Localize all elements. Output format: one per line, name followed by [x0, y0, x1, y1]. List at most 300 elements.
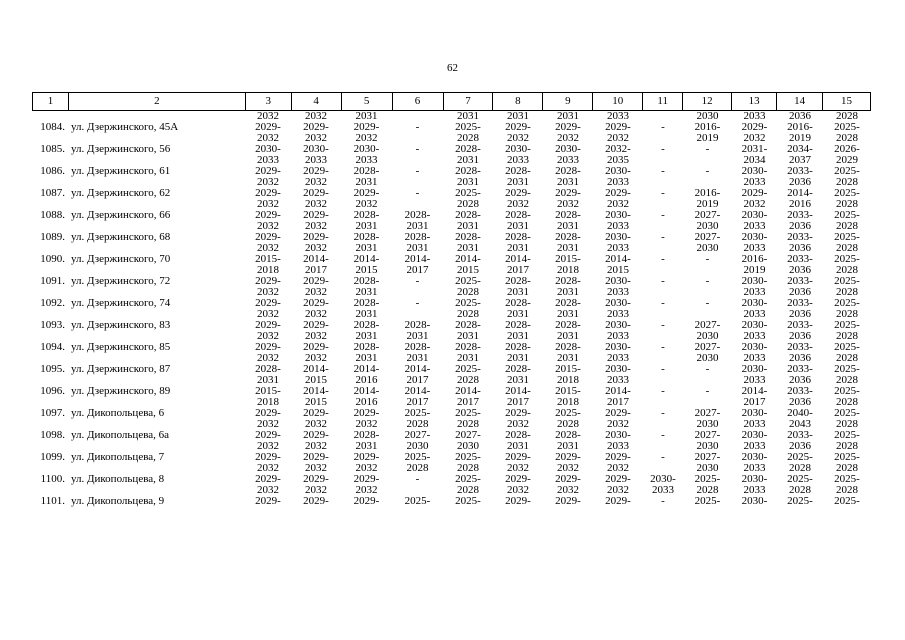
table-row-second-line: [32, 265, 871, 276]
cell-col-10: 2030-: [605, 210, 631, 221]
page-number: 62: [447, 62, 458, 74]
cell-col-3: 2032: [257, 309, 279, 320]
cell-col-2: [68, 133, 245, 144]
table-row-continuation: [32, 111, 871, 122]
cell-col-13: 2030-: [741, 430, 768, 441]
cell-col-3: 2029-: [255, 210, 281, 221]
column-header-14: 14: [777, 93, 823, 110]
table-row-second-line: [32, 309, 871, 320]
cell-col-11: -: [661, 232, 665, 243]
cell-col-6: -: [415, 298, 420, 309]
cell-col-2: ул. Дзержинского, 74: [71, 298, 171, 309]
cell-col-14: 2036: [789, 287, 811, 298]
cell-col-7: 2031: [457, 177, 479, 188]
cell-col-10: 2015: [607, 265, 629, 276]
cell-col-3: 2015-: [255, 386, 281, 397]
table-row: [32, 496, 871, 507]
cell-col-12: 2030: [696, 243, 719, 254]
cell-col-10: 2033: [607, 375, 629, 386]
cell-col-9: 2015-: [555, 386, 581, 397]
cell-col-5: 2030-: [353, 144, 380, 155]
cell-col-5: 2016: [355, 397, 378, 408]
cell-col-7: 2028-: [455, 342, 481, 353]
cell-col-11: [643, 133, 683, 144]
cell-col-10: 2032: [607, 485, 629, 496]
column-header-5: 5: [342, 93, 393, 110]
cell-col-1: 1094.: [40, 342, 65, 353]
cell-col-8: 2032: [507, 133, 529, 144]
cell-col-9: 2028: [557, 419, 579, 430]
cell-col-14: 2019: [789, 133, 811, 144]
table-row-second-line: [32, 155, 871, 166]
cell-col-9: 2031: [557, 309, 579, 320]
cell-col-11: [643, 199, 683, 210]
cell-col-6: 2031: [406, 243, 429, 254]
cell-col-8: 2031: [507, 441, 529, 452]
cell-col-1: [32, 265, 68, 276]
cell-col-7: 2025-: [455, 496, 481, 507]
cell-col-9: 2028-: [555, 232, 581, 243]
cell-col-13: 2016-: [741, 254, 768, 265]
table-row: [32, 210, 871, 221]
table-row: [32, 232, 871, 243]
cell-col-8: 2032: [507, 485, 529, 496]
cell-col-9: 2031: [557, 441, 579, 452]
cell-col-3: 2029-: [255, 122, 281, 133]
cell-col-11: [643, 353, 683, 364]
cell-col-6: 2017: [406, 265, 429, 276]
cell-col-10: 2032: [607, 199, 629, 210]
cell-col-10: 2030-: [605, 320, 631, 331]
cell-col-7: 2025-: [455, 474, 481, 485]
table-row: [32, 144, 871, 155]
table-row-second-line: [32, 133, 871, 144]
cell-col-2: ул. Дзержинского, 85: [71, 342, 171, 353]
cell-col-10: 2017: [607, 397, 629, 408]
cell-col-6: [392, 155, 443, 166]
cell-col-6: 2014-: [404, 364, 431, 375]
cell-col-9: 2031: [557, 177, 579, 188]
cell-col-10: 2030-: [605, 276, 631, 287]
table-row-second-line: [32, 419, 871, 430]
cell-col-12: 2027-: [694, 320, 721, 331]
table-row: [32, 452, 871, 463]
cell-col-15: 2025-: [834, 496, 860, 507]
cell-col-3: 2032: [257, 133, 279, 144]
cell-col-10: 2033: [607, 353, 629, 364]
cell-col-8: 2028-: [505, 232, 531, 243]
cell-col-5: 2029-: [353, 188, 380, 199]
cell-col-8: 2033: [507, 155, 529, 166]
cell-col-13: 2030-: [741, 320, 768, 331]
cell-col-11: -: [661, 430, 665, 441]
cell-col-11: [643, 155, 683, 166]
cell-col-13: 2033: [743, 375, 766, 386]
cell-col-1: [32, 331, 68, 342]
cell-col-2: ул. Дзержинского, 72: [71, 276, 171, 287]
cell-col-3: 2018: [257, 265, 279, 276]
cell-col-14: 2043: [789, 419, 811, 430]
cell-col-3: 2029-: [255, 232, 281, 243]
cell-col-4: 2032: [305, 177, 327, 188]
cell-col-4: 2029-: [303, 166, 329, 177]
cell-col-6: [392, 199, 443, 210]
cell-col-11: [643, 331, 683, 342]
cell-col-2: ул. Дзержинского, 66: [71, 210, 171, 221]
cell-col-5: 2033: [355, 155, 378, 166]
cell-col-8: 2031: [507, 243, 529, 254]
cell-col-5: 2031: [355, 353, 378, 364]
cell-col-6: 2031: [406, 331, 429, 342]
cell-col-14: 2033-: [787, 232, 813, 243]
cell-col-5: 2029-: [353, 496, 380, 507]
cell-col-8: 2031: [507, 177, 529, 188]
cell-col-4: 2014-: [303, 364, 329, 375]
cell-col-2: ул. Дикопольцева, 6а: [71, 430, 170, 441]
cell-col-1: 1089.: [40, 232, 65, 243]
cell-col-14: 2036: [789, 353, 811, 364]
cell-col-3: 2032: [257, 353, 279, 364]
cell-col-9: 2029-: [555, 496, 581, 507]
cell-col-6: 2025-: [404, 408, 431, 419]
cell-col-9: 2028-: [555, 166, 581, 177]
column-header-9: 9: [543, 93, 593, 110]
column-header-7: 7: [444, 93, 494, 110]
cell-col-9: 2031: [557, 287, 579, 298]
cell-col-5: 2029-: [353, 408, 380, 419]
cell-col-5: 2032: [355, 485, 378, 496]
cell-col-5: 2015: [355, 265, 378, 276]
cell-col-15: 2028: [836, 441, 858, 452]
cell-col-7: 2031: [457, 155, 479, 166]
cell-col-4: 2029-: [303, 298, 329, 309]
cell-col-2: [68, 463, 245, 474]
cell-col-12: 2025-: [694, 496, 721, 507]
cell-col-6: -: [415, 144, 420, 155]
cell-col-14: 2036: [789, 309, 811, 320]
cell-col-4: 2032: [305, 243, 327, 254]
cell-col-7: 2028: [457, 309, 479, 320]
cell-col-7: 2025-: [455, 188, 481, 199]
cell-col-15: 2025-: [834, 254, 860, 265]
column-header-13: 13: [732, 93, 777, 110]
cell-col-5: 2031: [355, 177, 378, 188]
cell-col-2: ул. Дикопольцева, 6: [71, 408, 165, 419]
cell-col-9: 2029-: [555, 452, 581, 463]
cell-col-1: 1098.: [40, 430, 65, 441]
cell-col-11: -: [661, 210, 665, 221]
cell-col-13: 2030-: [741, 210, 768, 221]
table-row-second-line: [32, 397, 871, 408]
cell-col-6: 2017: [406, 397, 429, 408]
cell-col-7: 2028: [457, 199, 479, 210]
cell-col-3: 2029-: [255, 452, 281, 463]
cell-col-7: 2028: [457, 485, 479, 496]
cell-col-12: [683, 265, 732, 276]
cell-col-5: 2028-: [353, 210, 380, 221]
cell-col-7: 2028-: [455, 210, 481, 221]
cell-col-4: 2032: [305, 199, 327, 210]
cell-col-10: 2030-: [605, 430, 631, 441]
cell-col-6: 2028-: [404, 320, 431, 331]
table-row-second-line: [32, 243, 871, 254]
cell-col-8: 2029-: [505, 408, 531, 419]
cell-col-7: 2028-: [455, 320, 481, 331]
column-header-2: 2: [69, 93, 246, 110]
cell-col-13: 2033: [743, 331, 766, 342]
cell-col-12: 2019: [696, 133, 719, 144]
cell-col-10: 2033: [607, 111, 629, 122]
cell-col-12: [683, 177, 732, 188]
cell-col-11: -: [661, 320, 665, 331]
cell-col-10: 2030-: [605, 166, 631, 177]
cell-col-12: 2030: [696, 221, 719, 232]
cell-col-15: 2025-: [834, 474, 860, 485]
cell-col-5: 2014-: [353, 254, 380, 265]
cell-col-3: 2030-: [255, 144, 281, 155]
cell-col-14: 2033-: [787, 386, 813, 397]
cell-col-7: 2015: [457, 265, 479, 276]
cell-col-1: 1099.: [40, 452, 65, 463]
cell-col-5: 2031: [355, 287, 378, 298]
cell-col-7: 2025-: [455, 298, 481, 309]
cell-col-12: 2030: [696, 441, 719, 452]
cell-col-7: 2028-: [455, 144, 481, 155]
table-row-second-line: [32, 441, 871, 452]
cell-col-13: 2033: [743, 177, 766, 188]
cell-col-6: [392, 111, 443, 122]
cell-col-3: 2032: [257, 441, 279, 452]
cell-col-1: 1088.: [40, 210, 65, 221]
cell-col-10: 2030-: [605, 364, 631, 375]
cell-col-13: 2014-: [741, 386, 768, 397]
cell-col-12: 2027-: [694, 232, 721, 243]
cell-col-10: 2032: [607, 419, 629, 430]
cell-col-11: [643, 309, 683, 320]
cell-col-12: -: [705, 166, 710, 177]
cell-col-4: 2032: [305, 353, 327, 364]
table-row: [32, 474, 871, 485]
table-row-second-line: [32, 331, 871, 342]
cell-col-1: 1084.: [40, 122, 65, 133]
cell-col-15: 2028: [836, 221, 858, 232]
cell-col-11: [643, 287, 683, 298]
cell-col-2: ул. Дзержинского, 45А: [71, 122, 179, 133]
cell-col-13: 2030-: [741, 276, 768, 287]
cell-col-2: [68, 441, 245, 452]
cell-col-14: 2016-: [787, 122, 813, 133]
cell-col-8: 2029-: [505, 474, 531, 485]
cell-col-15: 2025-: [834, 188, 860, 199]
cell-col-14: 2034-: [787, 144, 813, 155]
cell-col-5: 2032: [355, 419, 378, 430]
cell-col-7: 2028: [457, 375, 479, 386]
cell-col-4: 2030-: [303, 144, 329, 155]
cell-col-9: 2028-: [555, 210, 581, 221]
cell-col-9: 2018: [557, 375, 579, 386]
cell-col-7: 2028: [457, 419, 479, 430]
cell-col-13: 2030-: [741, 232, 768, 243]
cell-col-5: 2029-: [353, 474, 380, 485]
cell-col-10: 2033: [607, 243, 629, 254]
cell-col-3: 2028-: [255, 364, 281, 375]
table-row: [32, 166, 871, 177]
cell-col-10: 2014-: [605, 386, 631, 397]
cell-col-3: 2031: [257, 375, 279, 386]
cell-col-13: 2033: [743, 111, 766, 122]
cell-col-2: [68, 287, 245, 298]
column-header-3: 3: [246, 93, 292, 110]
cell-col-1: 1096.: [40, 386, 65, 397]
cell-col-6: [392, 309, 443, 320]
cell-col-11: [643, 463, 683, 474]
cell-col-5: 2028-: [353, 320, 380, 331]
cell-col-5: 2028-: [353, 276, 380, 287]
cell-col-13: 2032: [743, 133, 766, 144]
cell-col-5: 2031: [355, 243, 378, 254]
cell-col-8: 2029-: [505, 122, 531, 133]
column-header-10: 10: [593, 93, 643, 110]
cell-col-15: 2025-: [834, 276, 860, 287]
column-header-8: 8: [493, 93, 543, 110]
cell-col-8: 2014-: [505, 254, 531, 265]
cell-col-9: 2032: [557, 133, 579, 144]
cell-col-3: 2032: [257, 243, 279, 254]
cell-col-4: 2029-: [303, 232, 329, 243]
cell-col-10: 2029-: [605, 452, 631, 463]
cell-col-11: [643, 265, 683, 276]
table-row: [32, 364, 871, 375]
cell-col-11: -: [661, 496, 665, 507]
cell-col-2: ул. Дзержинского, 89: [71, 386, 171, 397]
cell-col-3: 2029-: [255, 430, 281, 441]
cell-col-9: 2031: [557, 331, 579, 342]
cell-col-13: 2019: [743, 265, 766, 276]
cell-col-6: 2028-: [404, 210, 431, 221]
cell-col-9: 2028-: [555, 342, 581, 353]
cell-col-15: 2025-: [834, 408, 860, 419]
cell-col-5: 2032: [355, 133, 378, 144]
cell-col-4: 2029-: [303, 452, 329, 463]
cell-col-15: 2028: [836, 309, 858, 320]
cell-col-10: 2033: [607, 441, 629, 452]
cell-col-2: [68, 155, 245, 166]
cell-col-15: 2028: [836, 177, 858, 188]
cell-col-8: 2031: [507, 287, 529, 298]
cell-col-6: [392, 485, 443, 496]
cell-col-14: 2036: [789, 221, 811, 232]
cell-col-2: [68, 331, 245, 342]
cell-col-15: 2026-: [834, 144, 860, 155]
cell-col-13: 2033: [743, 309, 766, 320]
cell-col-2: [68, 221, 245, 232]
cell-col-12: [683, 155, 732, 166]
cell-col-2: ул. Дзержинского, 87: [71, 364, 171, 375]
cell-col-15: 2025-: [834, 232, 860, 243]
cell-col-2: [68, 265, 245, 276]
cell-col-8: 2031: [507, 353, 529, 364]
cell-col-4: 2014-: [303, 254, 329, 265]
cell-col-15: 2025-: [834, 364, 860, 375]
cell-col-7: 2025-: [455, 122, 481, 133]
cell-col-14: 2036: [789, 177, 811, 188]
cell-col-1: [32, 199, 68, 210]
cell-col-15: 2028: [836, 243, 858, 254]
cell-col-15: 2025-: [834, 386, 860, 397]
cell-col-8: 2031: [507, 331, 529, 342]
cell-col-11: [643, 177, 683, 188]
cell-col-13: 2030-: [741, 364, 768, 375]
column-header-4: 4: [292, 93, 342, 110]
cell-col-9: 2015-: [555, 254, 581, 265]
cell-col-9: 2031: [557, 111, 579, 122]
cell-col-15: 2025-: [834, 122, 860, 133]
cell-col-5: 2032: [355, 463, 378, 474]
cell-col-5: 2028-: [353, 166, 380, 177]
cell-col-6: -: [415, 276, 420, 287]
cell-col-9: 2018: [557, 397, 579, 408]
cell-col-15: 2028: [836, 331, 858, 342]
cell-col-2: [68, 177, 245, 188]
cell-col-2: [68, 397, 245, 408]
cell-col-4: 2032: [305, 331, 327, 342]
cell-col-3: 2032: [257, 419, 279, 430]
cell-col-15: 2029: [836, 155, 858, 166]
table-row: [32, 342, 871, 353]
cell-col-14: 2033-: [787, 210, 813, 221]
cell-col-14: 2036: [789, 375, 811, 386]
cell-col-13: 2030-: [741, 342, 768, 353]
cell-col-9: 2031: [557, 221, 579, 232]
cell-col-12: -: [705, 254, 710, 265]
cell-col-10: 2033: [607, 309, 629, 320]
cell-col-3: 2032: [257, 111, 279, 122]
cell-col-14: 2036: [789, 331, 811, 342]
cell-col-8: 2028-: [505, 342, 531, 353]
cell-col-1: 1091.: [40, 276, 65, 287]
cell-col-2: ул. Дзержинского, 83: [71, 320, 171, 331]
cell-col-11: -: [661, 144, 665, 155]
cell-col-6: 2014-: [404, 254, 431, 265]
cell-col-13: 2033: [743, 419, 766, 430]
cell-col-3: 2029-: [255, 496, 281, 507]
cell-col-8: 2028-: [505, 276, 531, 287]
cell-col-2: ул. Дикопольцева, 9: [71, 496, 165, 507]
cell-col-14: 2033-: [787, 276, 813, 287]
cell-col-9: 2025-: [555, 408, 581, 419]
table-row: [32, 430, 871, 441]
cell-col-8: 2017: [507, 397, 529, 408]
cell-col-15: 2028: [836, 463, 858, 474]
table-row-second-line: [32, 485, 871, 496]
cell-col-3: 2029-: [255, 320, 281, 331]
cell-col-14: 2025-: [787, 452, 813, 463]
cell-col-11: [643, 243, 683, 254]
cell-col-4: 2032: [305, 221, 327, 232]
cell-col-13: 2030-: [741, 408, 768, 419]
cell-col-12: 2025-: [694, 474, 721, 485]
cell-col-15: 2028: [836, 111, 858, 122]
cell-col-10: 2029-: [605, 496, 631, 507]
cell-col-12: 2027-: [694, 210, 721, 221]
cell-col-4: 2029-: [303, 342, 329, 353]
cell-col-7: 2025-: [455, 452, 481, 463]
cell-col-2: [68, 419, 245, 430]
cell-col-12: -: [705, 298, 710, 309]
cell-col-12: -: [705, 276, 710, 287]
cell-col-11: [643, 419, 683, 430]
cell-col-10: 2030-: [605, 342, 631, 353]
